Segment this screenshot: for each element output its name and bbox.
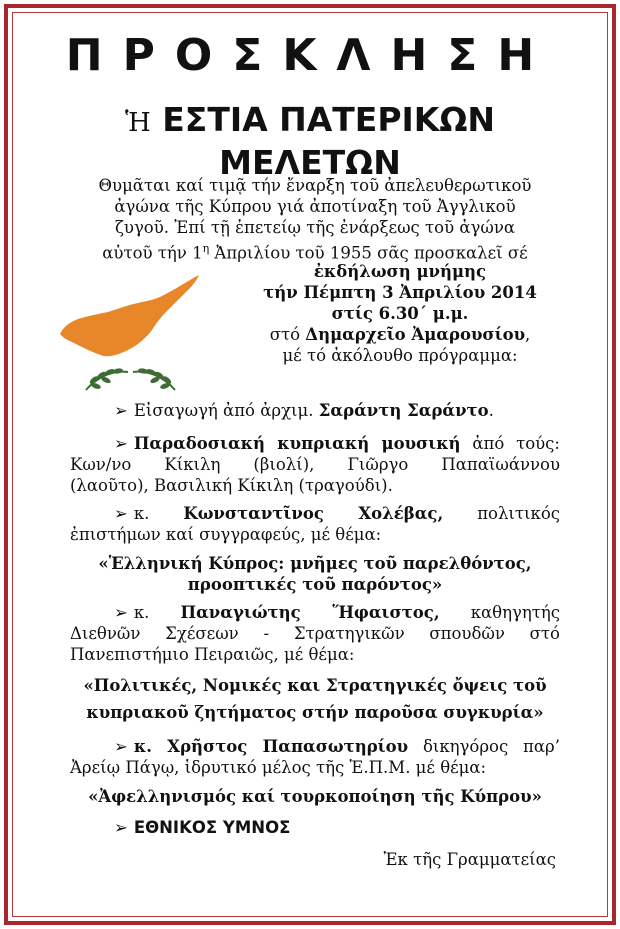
program-text: κ. xyxy=(133,504,184,523)
intro-line-text: Ἀπριλίου τοῦ 1955 σᾶς προσκαλεῖ σέ xyxy=(209,243,528,263)
program-text: κ. xyxy=(133,603,181,622)
signature-line: Ἐκ τῆς Γραμματείας xyxy=(383,850,556,869)
program-item xyxy=(70,602,560,723)
event-date: τήν Πέμπτη 3 Ἀπριλίου 2014 xyxy=(263,283,537,302)
program-text: Εἰσαγωγή ἀπό ἀρχιμ. xyxy=(133,401,319,420)
talk-title: κυπριακοῦ ζητήματος στήν παροῦσα συγκυρία» xyxy=(86,703,544,722)
program-item xyxy=(70,503,560,595)
arrow-bullet-icon: ➢ xyxy=(114,737,128,756)
intro-line-text: αὐτοῦ τήν 1 xyxy=(102,243,203,263)
organization-name xyxy=(0,100,620,183)
talk-title: «Ἑλληνική Κύπρος: μνῆμες τοῦ παρελθόντος, xyxy=(98,554,532,573)
page-title: ΠΡΟΣΚΛΗΣΗ xyxy=(65,30,555,81)
program-text: (λαοῦτο), Βασιλική Κίκιλη (τραγούδι). xyxy=(70,476,393,495)
event-details xyxy=(220,261,580,366)
event-venue-line xyxy=(220,324,580,345)
program-text: . xyxy=(488,401,494,420)
program-title: Παραδοσιακή κυπριακή μουσική xyxy=(133,434,461,453)
intro-line: ζυγοῦ. Ἐπί τῇ ἐπετείῳ τῆς ἐνάρξεως τοῦ ἀγώνα xyxy=(114,218,516,237)
intro-line: Θυμᾶται καί τιμᾷ τήν ἔναρξη τοῦ ἀπελευθερωτικοῦ xyxy=(98,176,532,195)
speaker-name: Κωνσταντῖνος Χολέβας, xyxy=(183,504,444,523)
event-time: στίς 6.30΄ μ.μ. xyxy=(331,304,469,323)
program-text: Πανεπιστήμιο Πειραιῶς, μέ θέμα: xyxy=(70,645,355,664)
talk-title: «Πολιτικές, Νομικές και Στρατηγικές ὄψεις τοῦ xyxy=(83,676,547,695)
program-text: Ἀρείῳ Πάγῳ, ἱδρυτικό μέλος τῆς Ἑ.Π.Μ. μέ θέμα: xyxy=(70,758,487,777)
program-text: Κων/νο Κίκιλη (βιολί), Γιῶργο Παπαϊωάννου xyxy=(70,455,560,474)
intro-paragraph xyxy=(70,175,560,264)
arrow-bullet-icon: ➢ xyxy=(114,434,128,453)
program-intro: μέ τό ἀκόλουθο πρόγραμμα: xyxy=(282,346,518,365)
event-venue: Δημαρχεῖο Ἀμαρουσίου xyxy=(305,325,526,344)
program-item xyxy=(70,433,560,496)
program-item xyxy=(70,400,560,421)
intro-line xyxy=(70,238,560,264)
event-title: ἐκδήλωση μνήμης xyxy=(313,262,487,281)
speaker-name: Σαράντη Σαράντο xyxy=(318,401,489,420)
org-line1: ΕΣΤΙΑ ΠΑΤΕΡΙΚΩΝ xyxy=(162,100,496,139)
arrow-bullet-icon: ➢ xyxy=(114,504,128,523)
program-text: δικηγόρος παρ’ xyxy=(408,737,560,756)
arrow-bullet-icon: ➢ xyxy=(114,818,128,837)
cyprus-island-icon xyxy=(60,275,199,356)
talk-title: «Ἀφελληνισμός καί τουρκοποίηση τῆς Κύπρου» xyxy=(88,787,542,806)
program-item xyxy=(70,817,560,838)
program-text: ἐπιστήμων καί συγγραφεύς, μέ θέμα: xyxy=(70,525,382,544)
org-article: Ἡ xyxy=(124,108,151,138)
org-line2: ΜΕΛΕΤΩΝ xyxy=(219,143,401,182)
intro-line: ἀγώνα τῆς Κύπρου γιά ἀποτίναξη τοῦ Ἀγγλικοῦ xyxy=(114,197,516,216)
program-text: πολιτικός xyxy=(443,504,560,523)
venue-suffix: , xyxy=(525,325,531,344)
program-text: ἀπό τούς: xyxy=(460,434,560,453)
cyprus-flag-emblem xyxy=(58,272,203,394)
arrow-bullet-icon: ➢ xyxy=(114,603,128,622)
ordinal-superscript: η xyxy=(202,242,210,255)
program-item xyxy=(70,736,560,807)
speaker-name: κ. Χρῆστος Παπασωτηρίου xyxy=(133,737,409,756)
national-anthem-label: ΕΘΝΙΚΟΣ ΥΜΝΟΣ xyxy=(133,818,291,837)
program-text: καθηγητής xyxy=(439,603,560,622)
talk-title: προοπτικές τοῦ παρόντος» xyxy=(187,575,443,594)
arrow-bullet-icon: ➢ xyxy=(114,401,128,420)
speaker-name: Παναγιώτης Ἥφαιστος, xyxy=(180,603,440,622)
venue-prefix: στό xyxy=(269,325,306,344)
program-text: Διεθνῶν Σχέσεων - Στρατηγικῶν σπουδῶν στό xyxy=(70,624,560,643)
